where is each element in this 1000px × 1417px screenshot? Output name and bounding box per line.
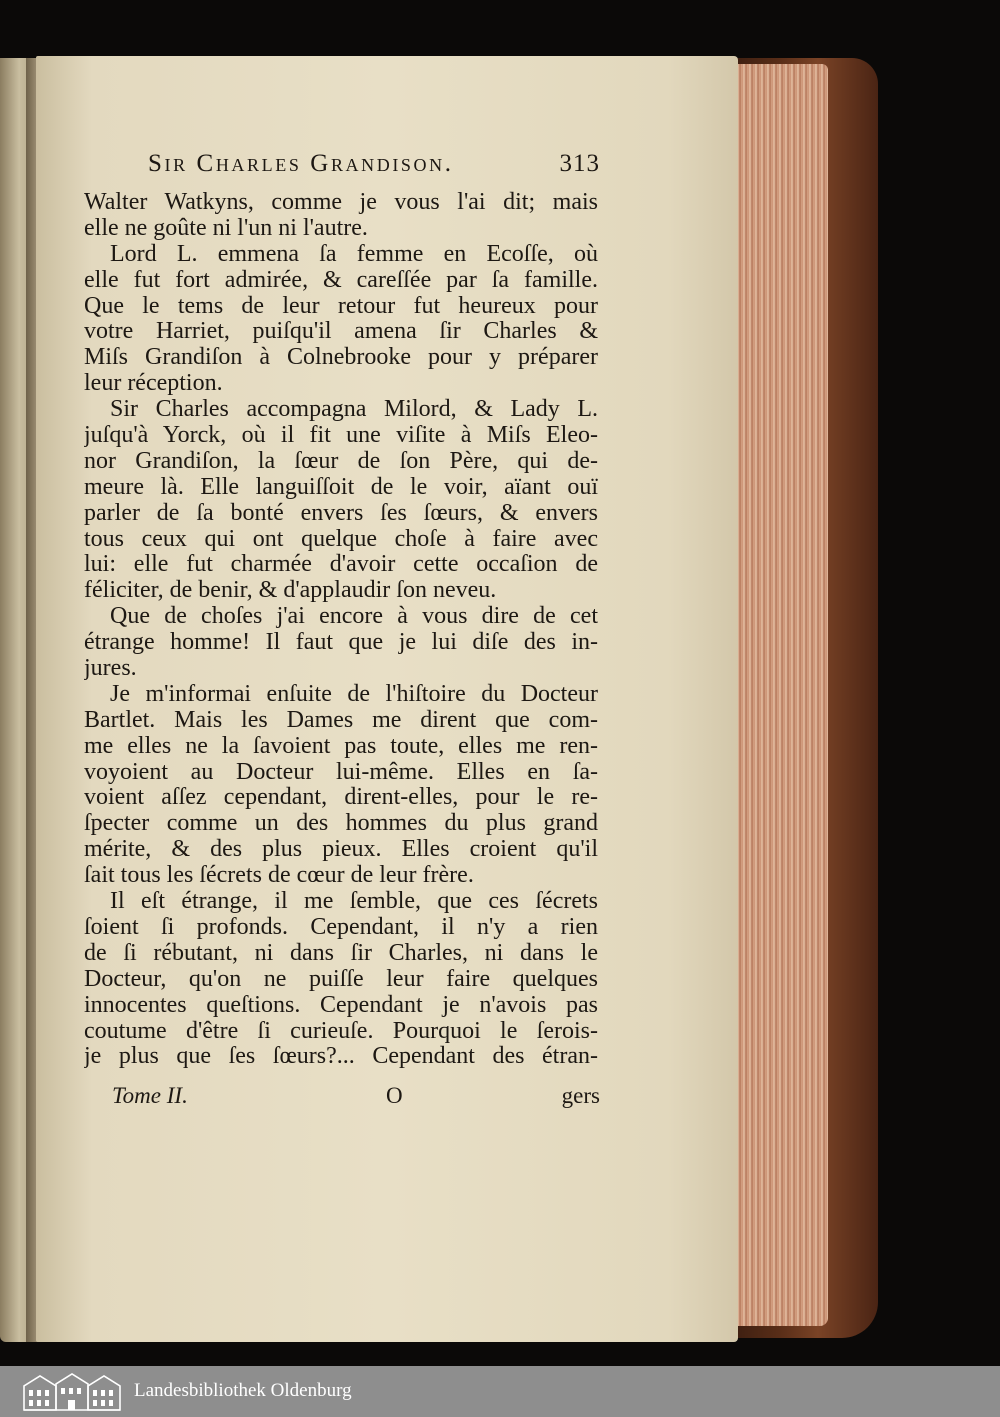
text-line: tous ceux qui ont quelque choſe à faire avec [84, 526, 598, 552]
text-line: innocentes queſtions. Cependant je n'avois pas [84, 992, 598, 1018]
text-line: ſoient ſi profonds. Cependant, il n'y a rien [84, 914, 598, 940]
running-head [148, 150, 600, 190]
text-line: Que de choſes j'ai encore à vous dire de cet [110, 604, 598, 630]
text-line: mérite, & des plus pieux. Elles croient qu'il [84, 837, 598, 863]
catchword: gers [561, 1083, 600, 1108]
text-line: elle ne goûte ni l'un ni l'autre. [84, 215, 368, 241]
text-line: étrange homme! Il faut que je lui diſe des in- [84, 630, 598, 656]
text-line: lui: elle fut charmée d'avoir cette occaſion de [84, 552, 598, 578]
text-line: Walter Watkyns, comme je vous l'ai dit; mais [84, 190, 598, 215]
text-line: me elles ne la ſavoient pas toute, elles me ren- [84, 733, 598, 759]
page-footer [112, 1083, 600, 1115]
library-name: Landesbibliothek Oldenburg [134, 1380, 352, 1401]
text-line: Miſs Grandiſon à Colnebrooke pour y préparer [84, 345, 598, 371]
text-line: leur réception. [84, 371, 223, 397]
text-line: Je m'informai enſuite de l'hiſtoire du Docteur [110, 681, 598, 707]
running-title: Sir Charles Grandison. [148, 150, 454, 177]
text-line: Docteur, qu'on ne puiſſe leur faire quelques [84, 966, 598, 992]
library-building-icon [22, 1372, 122, 1412]
text-line: Lord L. emmena ſa femme en Ecoſſe, où [110, 241, 598, 267]
body-text [84, 190, 598, 1070]
text-line: voyoient au Docteur lui-même. Elles en ſa- [84, 759, 598, 785]
text-line: meure là. Elle languiſſoit de le voir, aïant ouï [84, 474, 598, 500]
text-line: ſpecter comme un des hommes du plus grand [84, 811, 598, 837]
text-line: féliciter, de benir, & d'applaudir ſon neveu. [84, 578, 497, 604]
text-line: votre Harriet, puiſqu'il amena ſir Charles & [84, 319, 598, 345]
text-line: voient aſſez cependant, dirent-elles, pour le re- [84, 785, 598, 811]
text-line: Sir Charles accompagna Milord, & Lady L. [110, 397, 598, 423]
text-line: juſqu'à Yorck, où il fit une viſite à Miſs Eleo- [84, 423, 598, 449]
text-line: de ſi rébutant, ni dans ſir Charles, ni dans le [84, 940, 598, 966]
text-line: ſait tous les ſécrets de cœur de leur frère. [84, 863, 474, 889]
text-line: coutume d'être ſi curieuſe. Pourquoi le ſerois- [84, 1018, 598, 1044]
text-line: Il eſt étrange, il me ſemble, que ces ſécrets [110, 889, 598, 915]
text-line: elle fut fort admirée, & careſſée par ſa famille. [84, 267, 598, 293]
text-line: jures. [84, 656, 137, 682]
text-line: Bartlet. Mais les Dames me dirent que com- [84, 707, 598, 733]
signature-mark: O [386, 1083, 403, 1108]
text-line: nor Grandiſon, la ſœur de ſon Père, qui de- [84, 448, 598, 474]
text-line: je plus que ſes ſœurs?... Cependant des étran- [84, 1044, 598, 1070]
library-banner [0, 1366, 1000, 1417]
page-fore-edge [736, 64, 828, 1326]
text-line: Que le tems de leur retour fut heureux pour [84, 293, 598, 319]
page-number: 313 [559, 150, 600, 177]
volume-label: Tome II. [112, 1083, 188, 1108]
text-line: parler de ſa bonté envers ſes ſœurs, & envers [84, 500, 598, 526]
